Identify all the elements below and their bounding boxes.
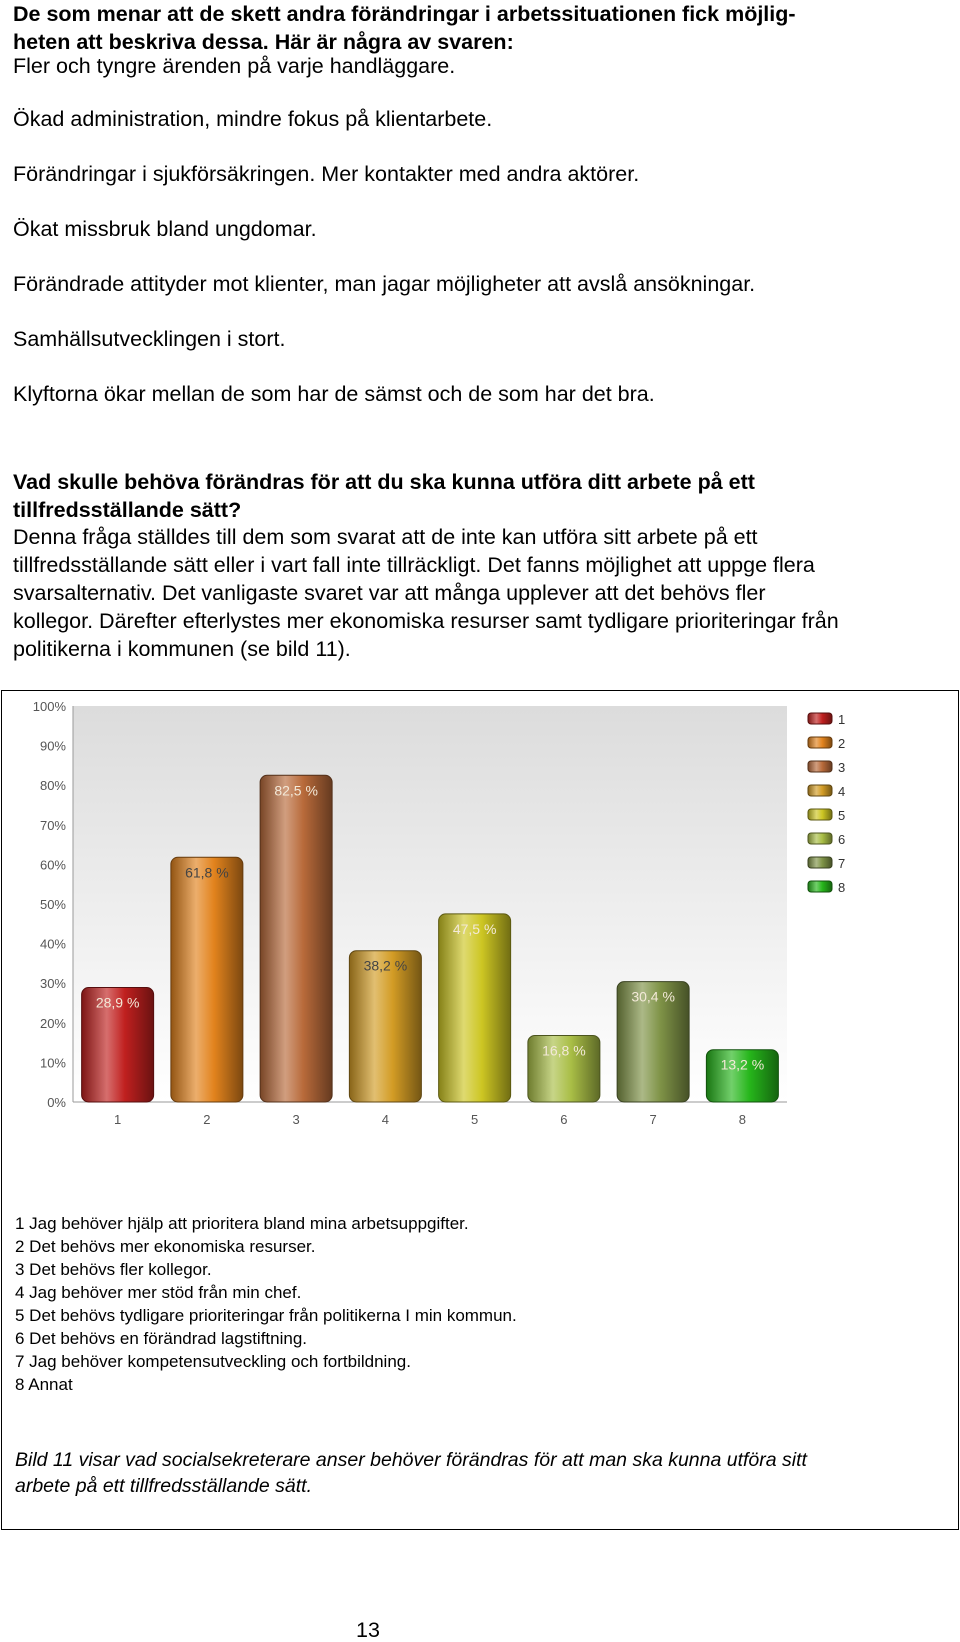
bar-value-label: 28,9 % [95,994,140,1011]
explanation-line: svarsalternativ. Det vanligaste svaret var att många upplever att det behövs fler [13,581,766,605]
chart-key-item: 8 Annat [15,1375,73,1394]
legend-label: 7 [838,856,846,871]
legend-swatch [808,713,832,724]
chart-key-item: 6 Det behövs en förändrad lagstiftning. [15,1329,308,1348]
legend-label: 2 [838,736,846,751]
explanation-paragraph [13,523,933,663]
answer-item: Förändringar i sjukförsäkringen. Mer kontakter med andra aktörer. [13,162,640,186]
chart-bar [439,914,511,1102]
chart-bar [260,775,332,1102]
y-tick-label: 40% [39,936,66,952]
legend-swatch [808,857,832,868]
legend-swatch [808,809,832,820]
legend-label: 1 [838,712,846,727]
answer-item: Klyftorna ökar mellan de som har de sämst och de som har det bra. [13,382,655,406]
figure-caption [15,1448,935,1499]
bar-value-label: 30,4 % [631,988,675,1005]
bar-value-label: 13,2 % [720,1056,765,1073]
chart-key-item: 5 Det behövs tydligare prioriteringar från politikerna I min kommun. [15,1306,517,1325]
legend-swatch [808,737,832,748]
explanation-line: politikerna i kommunen (se bild 11). [13,637,351,661]
x-tick-label: 4 [381,1112,389,1127]
question-line: Vad skulle behöva förändras för att du ska kunna utföra ditt arbete på ett [13,470,755,494]
first-answer: Fler och tyngre ärenden på varje handläggare. [13,54,456,78]
chart-key-item: 1 Jag behöver hjälp att prioritera bland mina arbetsuppgifter. [15,1214,469,1233]
x-tick-label: 8 [738,1112,746,1127]
y-tick-label: 30% [39,976,66,992]
chart-key-item: 7 Jag behöver kompetensutveckling och fortbildning. [15,1352,411,1371]
page-number: 13 [356,1618,380,1642]
explanation-line: kollegor. Därefter efterlystes mer ekonomiska resurser samt tydligare prioriteringar från [13,609,839,633]
x-tick-label: 2 [203,1112,211,1127]
explanation-line: Denna fråga ställdes till dem som svarat att de inte kan utföra sitt arbete på ett [13,525,758,549]
chart-key-item: 2 Det behövs mer ekonomiska resurser. [15,1237,316,1256]
x-tick-label: 5 [471,1112,479,1127]
chart-key-item: 4 Jag behöver mer stöd från min chef. [15,1283,302,1302]
intro-heading [13,0,933,56]
bar-value-label: 82,5 % [274,782,318,799]
question-heading [13,468,933,524]
bar-value-label: 47,5 % [452,920,497,937]
legend-swatch [808,881,832,892]
x-tick-label: 7 [649,1112,657,1127]
answer-item: Ökat missbruk bland ungdomar. [13,217,317,241]
legend-swatch [808,785,832,796]
legend-label: 4 [838,784,846,799]
question-line: tillfredsställande sätt? [13,498,242,522]
legend-label: 3 [838,760,846,775]
x-tick-label: 1 [114,1112,122,1127]
chart-key-list [15,1212,935,1396]
y-tick-label: 50% [39,897,66,912]
legend-swatch [808,833,832,844]
figure-box [1,690,959,1530]
legend-label: 8 [838,880,846,895]
bar-value-label: 38,2 % [363,957,408,974]
explanation-line: tillfredsställande sätt eller i vart fall inte tillräckligt. Det fanns möjlighet att uppge flera [13,553,815,577]
y-tick-label: 100% [32,699,66,714]
answer-item: Förändrade attityder mot klienter, man jagar möjligheter att avslå ansökningar. [13,272,756,296]
figure-caption-line: Bild 11 visar vad socialsekreterare anser behöver förändras för att man ska kunna utföra sitt [15,1449,807,1471]
y-tick-label: 70% [39,817,66,833]
y-tick-label: 90% [39,738,66,754]
intro-heading-line: heten att beskriva dessa. Här är några av svaren: [13,30,514,54]
chart-key-item: 3 Det behövs fler kollegor. [15,1260,212,1279]
legend-label: 5 [838,808,846,823]
y-tick-label: 80% [39,778,66,794]
y-tick-label: 10% [39,1055,66,1071]
chart-bar [171,857,243,1102]
bar-chart [2,691,957,1211]
answer-item: Ökad administration, mindre fokus på klientarbete. [13,107,493,131]
y-tick-label: 20% [39,1015,66,1031]
y-tick-label: 0% [47,1095,66,1110]
answer-item: Samhällsutvecklingen i stort. [13,327,286,351]
bar-value-label: 61,8 % [185,864,229,881]
y-tick-label: 60% [39,857,66,873]
legend-label: 6 [838,832,846,847]
intro-heading-line: De som menar att de skett andra förändringar i arbetssituationen fick möjlig- [13,2,796,26]
legend-swatch [808,761,832,772]
x-tick-label: 6 [560,1112,568,1127]
x-tick-label: 3 [292,1112,300,1127]
figure-caption-line: arbete på ett tillfredsställande sätt. [15,1474,313,1497]
bar-value-label: 16,8 % [542,1042,586,1059]
